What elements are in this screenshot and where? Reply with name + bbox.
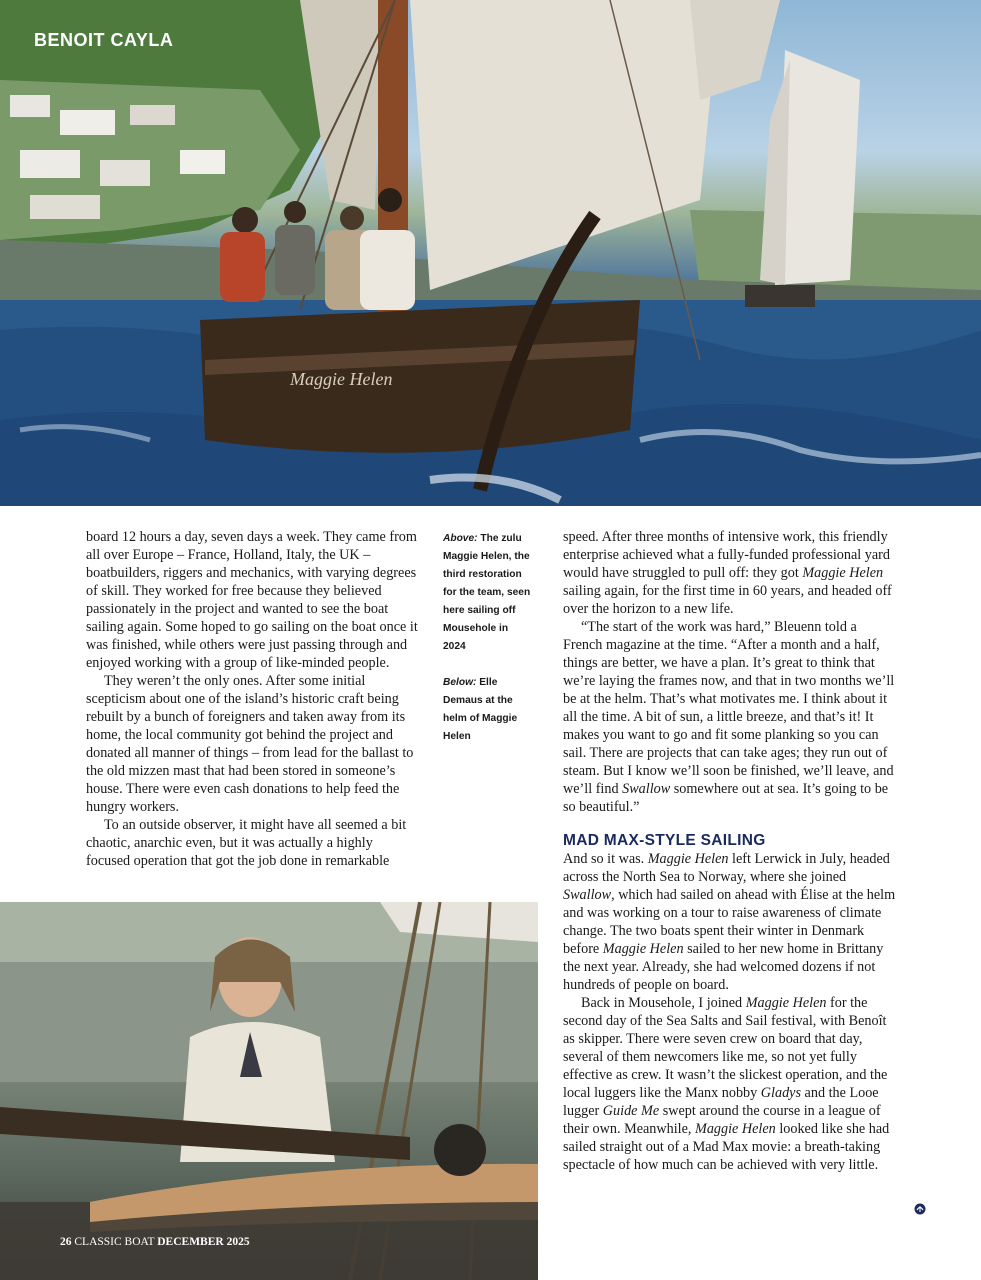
page-folio [60, 1236, 250, 1248]
caption-above-lead: Above: [443, 533, 478, 544]
boat-name: Maggie Helen [647, 851, 729, 867]
boat-name: Maggie Helen [802, 565, 884, 581]
text-run: sailed to her new home in Brittany the next year. Already, she had welcomed dozens if not hundreds of people on board. [563, 941, 884, 993]
section-heading: MAD MAX-STYLE SAILING [563, 832, 766, 849]
boat-name: Swallow [563, 887, 612, 903]
boat-name: Gladys [760, 1085, 801, 1101]
text-run: Back in Mousehole, I joined [581, 995, 746, 1011]
left-paragraph-1: board 12 hours a day, seven days a week. They came from all over Europe – France, Holland, Italy, the UK – boatbuilders, riggers and mechanics, with varying degrees of skill. They worked for free because they believed passionately in the project and wanted to see the boat sailing again. Some hoped to go sailing on the boat once it was finished, while others were just passing through and enjoyed working with a group of like-minded people. [86, 529, 418, 671]
left-paragraph-3: To an outside observer, it might have all seemed a bit chaotic, anarchic even, but it was actually a highly focused operation that got the job done in remarkable [86, 817, 407, 869]
text-run: “The start of the work was hard,” Bleuenn told a French magazine at the time. “After a month and a half, things are better, we have a plan. It’s great to think that we’re laying the frames now, and that in two months we’ll be at the helm. That’s what motivates me. I think about it all the time. A bit of sun, a little breeze, and that’s it! It makes you want to go and fit some planking so you can sail. There are projects that can take ages; they run out of steam. But I know we’ll soon be finished, we’ll leave, and we’ll find [563, 619, 895, 797]
right-paragraph-4 [563, 994, 898, 1174]
text-run: speed. After three months of intensive work, this friendly enterprise achieved what a fully-funded professional yard would have struggled to pull off: they got [563, 529, 890, 581]
boat-scene-illustration [0, 0, 981, 506]
caption-below-text: Elle Demaus at the helm of Maggie Helen [443, 677, 518, 742]
boat-name: Maggie Helen [745, 995, 827, 1011]
photo-captions [443, 530, 533, 764]
text-run: and the Looe lugger [563, 1085, 879, 1119]
text-run: somewhere out at sea. It’s going to be so beautiful.” [563, 781, 889, 815]
boat-name: Maggie Helen [695, 1121, 776, 1137]
bottom-photo [0, 902, 538, 1280]
caption-above-text: The zulu Maggie Helen, the third restoration for the team, seen here sailing off Mousehole in 2024 [443, 533, 531, 652]
left-column [86, 528, 420, 870]
end-of-article-icon [914, 1203, 926, 1215]
text-run: swept around the course in a league of their own. Meanwhile, [563, 1103, 881, 1137]
photo-credit: BENOIT CAYLA [34, 30, 174, 50]
top-photo [0, 0, 981, 506]
right-column [563, 528, 898, 1174]
caption-above [443, 530, 533, 656]
text-run: for the second day of the Sea Salts and Sail festival, with Benoît as skipper. There were seven crew on board that day, several of them newcomers like me, so not yet fully effective as crew. It wasn’t the slickest operation, and the local luggers like the Manx nobby [563, 995, 888, 1101]
boat-name: Swallow [622, 781, 671, 797]
caption-below [443, 674, 533, 746]
right-paragraph-3 [563, 850, 898, 994]
text-run: looked like she had sailed straight out of a Mad Max movie: a breath-taking spectacle of how much can be achieved with very little. [563, 1121, 890, 1173]
hull-name: Maggie Helen [290, 369, 393, 389]
caption-below-lead: Below: [443, 677, 477, 688]
right-paragraph-1 [563, 528, 898, 618]
right-paragraph-2 [563, 618, 898, 816]
issue-date: DECEMBER 2025 [157, 1236, 250, 1248]
page-number: 26 [60, 1236, 72, 1248]
boat-name: Guide Me [602, 1103, 660, 1119]
boat-name: Maggie Helen [602, 941, 684, 957]
text-run: , which had sailed on ahead with Élise at the helm and was working on a tour to raise awareness of climate change. The two boats spent their winter in Denmark before [563, 887, 896, 957]
helm-scene-illustration [0, 902, 538, 1280]
text-run: And so it was. [563, 851, 648, 867]
text-run: sailing again, for the first time in 60 years, and headed off over the horizon to a new life. [563, 583, 892, 617]
magazine-name: CLASSIC BOAT [74, 1236, 155, 1248]
left-paragraph-2: They weren’t the only ones. After some initial scepticism about one of the island’s historic craft being rebuilt by a bunch of foreigners and taken away from its home, the local community got behind the project and donated all manner of things – from lead for the ballast to the old mizzen mast that had been stored in someone’s house. There were even cash donations to help feed the hungry workers. [86, 673, 414, 815]
text-run: left Lerwick in July, headed across the North Sea to Norway, where she joined [563, 851, 890, 885]
